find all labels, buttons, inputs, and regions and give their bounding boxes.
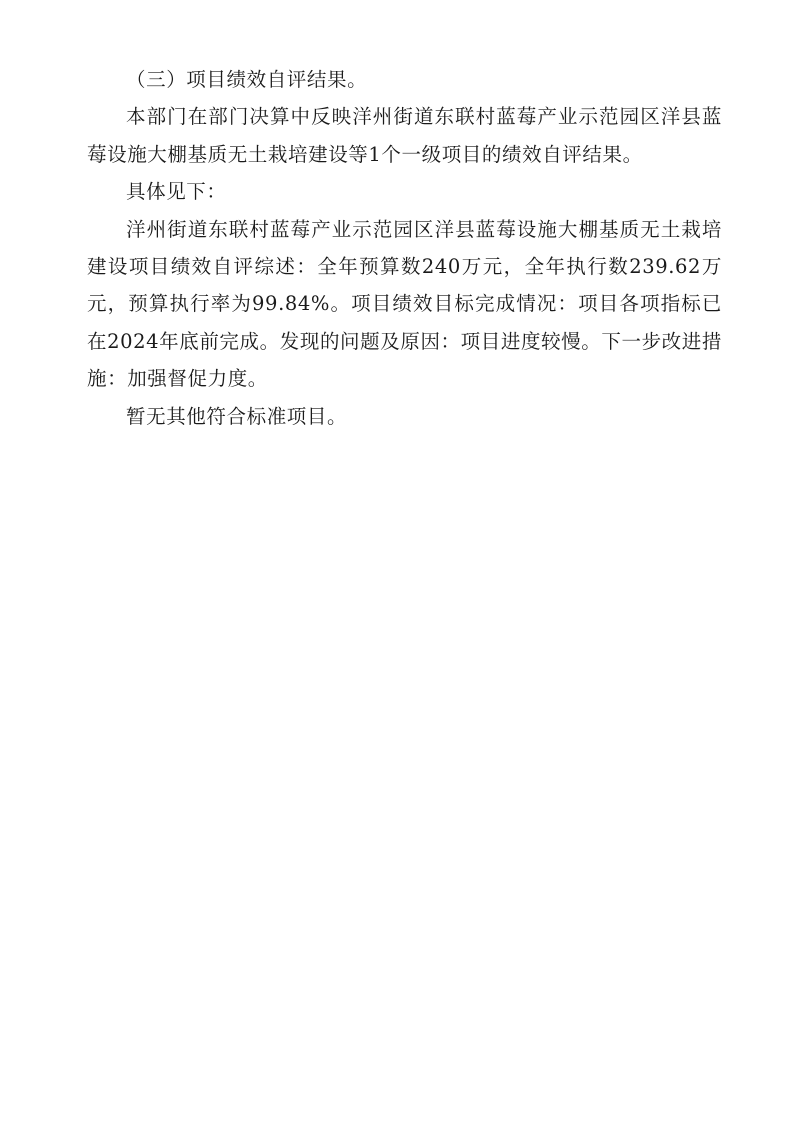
document-body (87, 61, 722, 435)
closing-paragraph: 暂无其他符合标准项目。 (126, 404, 348, 428)
section-heading: （三）项目绩效自评结果。 (126, 68, 368, 91)
intro-paragraph: 本部门在部门决算中反映洋州街道东联村蓝莓产业示范园区洋县蓝莓设施大棚基质无土栽培建设等1个一级项目的绩效自评结果。 (87, 105, 722, 166)
project-summary-paragraph: 洋州街道东联村蓝莓产业示范园区洋县蓝莓设施大棚基质无土栽培建设项目绩效自评综述：全年预算数240万元，全年执行数239.62万元，预算执行率为99.84%。项目绩效目标完成情况：项目各项指标已在2024年底前完成。发现的问题及原因：项目进度较慢。下一步改进措施：加强督促力度。 (87, 217, 722, 391)
details-lead-paragraph: 具体见下： (126, 180, 227, 204)
